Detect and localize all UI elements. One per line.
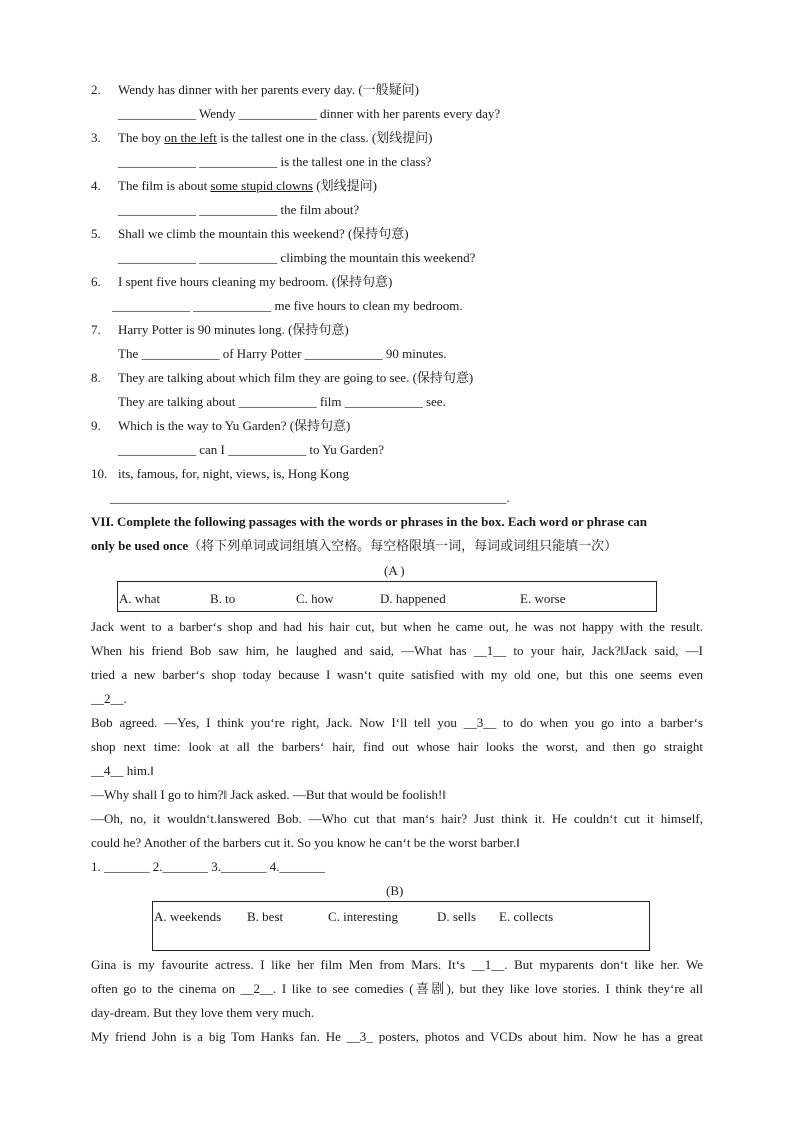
passage-line: could he? Another of the barbers cut it. So you know he can‘t be the worst barber.‖ xyxy=(91,835,520,850)
question-number: 4. xyxy=(91,178,101,193)
question-number: 9. xyxy=(91,418,101,433)
passage-line: ―Why shall I go to him?‖ Jack asked. ―But that would be foolish!‖ xyxy=(91,787,446,802)
section-heading-line2: only be used once（将下列单词或词组填入空格。每空格限填一词，每词或词组只能填一次） xyxy=(91,538,618,553)
word-option: B. to xyxy=(210,591,236,606)
answer-line[interactable]: _____________________________________________________________. xyxy=(110,490,510,505)
question-text: its, famous, for, night, views, is, Hong Kong xyxy=(118,466,349,481)
word-box xyxy=(152,901,650,951)
question-text: I spent five hours cleaning my bedroom. (保持句意) xyxy=(118,274,393,289)
passage-line: Bob agreed. ―Yes, I think you‘re right, Jack. Now I‘ll tell you __3__ to do when you go into a barber‘s xyxy=(91,715,703,730)
answer-line[interactable]: ____________ ____________ climbing the mountain this weekend? xyxy=(118,250,476,265)
answer-line[interactable]: The ____________ of Harry Potter ____________ 90 minutes. xyxy=(118,346,447,361)
passage-line: __2__. xyxy=(91,691,127,706)
answer-line[interactable]: ____________ Wendy ____________ dinner with her parents every day? xyxy=(118,106,501,121)
passage-line: __4__ him.‖ xyxy=(91,763,154,778)
answer-line[interactable]: ____________ can I ____________ to Yu Garden? xyxy=(118,442,384,457)
question-number: 8. xyxy=(91,370,101,385)
word-option: A. what xyxy=(119,591,161,606)
word-option: E. worse xyxy=(520,591,566,606)
question-text: The film is about some stupid clowns (划线提问) xyxy=(118,178,377,193)
passage-label: (B) xyxy=(386,883,404,898)
answer-line[interactable]: ____________ ____________ me five hours to clean my bedroom. xyxy=(112,298,463,313)
word-option: B. best xyxy=(247,909,284,924)
word-box xyxy=(117,581,657,612)
word-option: C. how xyxy=(296,591,334,606)
answer-line[interactable]: ____________ ____________ the film about? xyxy=(118,202,360,217)
question-text: Harry Potter is 90 minutes long. (保持句意) xyxy=(118,322,349,337)
passage-label: (A ) xyxy=(384,563,405,578)
question-text: The boy on the left is the tallest one in the class. (划线提问) xyxy=(118,130,433,145)
word-option: E. collects xyxy=(499,909,554,924)
question-number: 5. xyxy=(91,226,101,241)
section-heading: VII. Complete the following passages with the words or phrases in the box. Each word or phrase can xyxy=(91,514,648,529)
answer-line[interactable]: They are talking about ____________ film ____________ see. xyxy=(118,394,446,409)
answer-blanks[interactable]: 1. _______ 2._______ 3._______ 4._______ xyxy=(91,859,325,874)
question-number: 7. xyxy=(91,322,101,337)
underlined-phrase: some stupid clowns xyxy=(210,178,313,193)
question-number: 6. xyxy=(91,274,101,289)
passage-line: shop next time: look at all the barbers‘ hair, find out whose hair looks the worst, and then go straight xyxy=(91,739,703,754)
passage-line: My friend John is a big Tom Hanks fan. He __3_ posters, photos and VCDs about him. Now he has a great xyxy=(91,1029,703,1044)
passage-line: When his friend Bob saw him, he laughed and said, ―What has __1__ to your hair, Jack?‖Jack said, ―I xyxy=(91,643,703,658)
question-text: Shall we climb the mountain this weekend? (保持句意) xyxy=(118,226,409,241)
question-text: They are talking about which film they are going to see. (保持句意) xyxy=(118,370,474,385)
question-text: Wendy has dinner with her parents every day. (一般疑问) xyxy=(118,82,419,97)
word-option: D. sells xyxy=(437,909,476,924)
passage-line: Gina is my favourite actress. I like her film Men from Mars. It‘s __1__. But myparents don‘t like her. We xyxy=(91,957,703,972)
answer-line[interactable]: ____________ ____________ is the tallest one in the class? xyxy=(118,154,432,169)
passage-line: tried a new barber‘s shop today because I wasn‘t quite satisfied with my old one, but this one seems even xyxy=(91,667,703,682)
question-text: Which is the way to Yu Garden? (保持句意) xyxy=(118,418,351,433)
passage-line: ―Oh, no, it wouldn‘t.‖answered Bob. ―Who cut that man‘s hair? Just think it. He couldn‘t cut it himself, xyxy=(91,811,703,826)
underlined-phrase: on the left xyxy=(164,130,217,145)
question-number: 3. xyxy=(91,130,101,145)
passage-line: often go to the cinema on __2__. I like to see comedies (喜剧), but they like love stories. I think they‘re all xyxy=(91,981,703,996)
word-option: D. happened xyxy=(380,591,446,606)
word-option: A. weekends xyxy=(154,909,222,924)
passage-line: day-dream. But they love them very much. xyxy=(91,1005,315,1020)
passage-line: Jack went to a barber‘s shop and had his hair cut, but when he came out, he was not happy with the result. xyxy=(91,619,703,634)
word-option: C. interesting xyxy=(328,909,399,924)
question-number: 10. xyxy=(91,466,108,481)
question-number: 2. xyxy=(91,82,101,97)
